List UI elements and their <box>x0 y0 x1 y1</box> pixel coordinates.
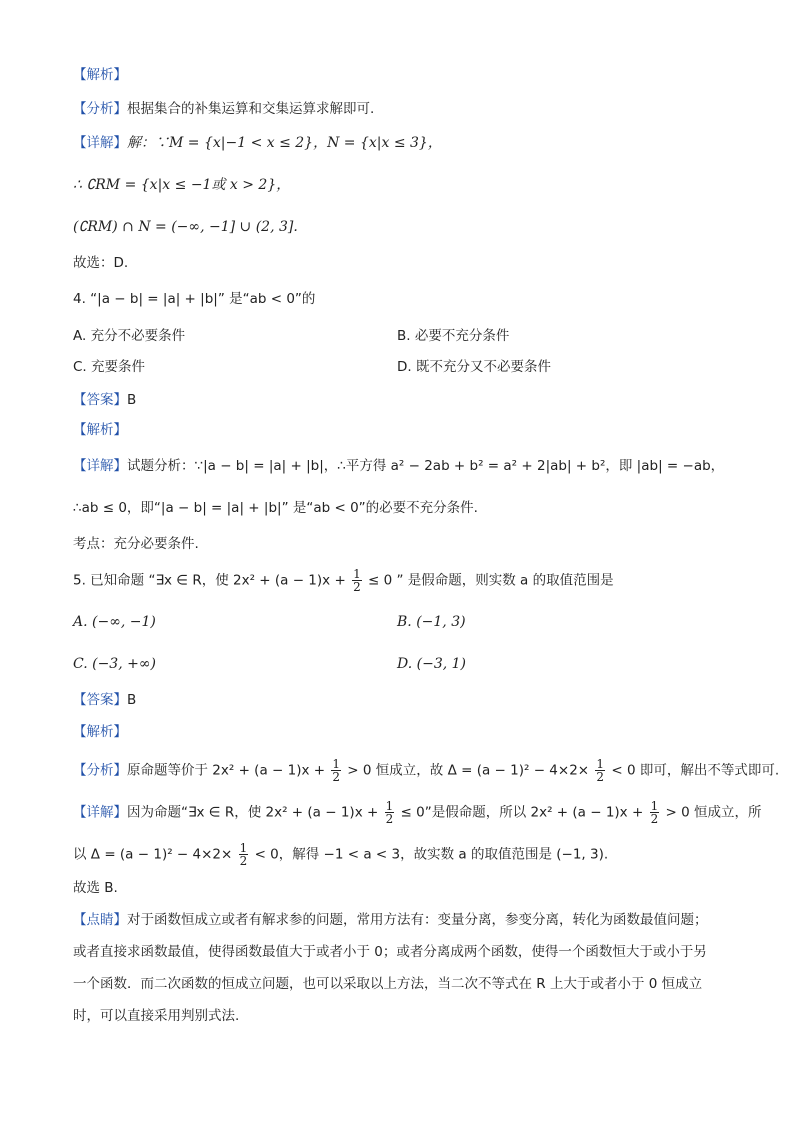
fraction-one-half: $\frac{1}{2}$ <box>650 799 659 826</box>
q3-choice: 故选：D. <box>73 255 129 271</box>
q5-solution-line-1: 【详解】因为命题“∃x ∈ R，使 2x² + (a − 1)x + $\frac{1}{2}$ ≤ 0”是假命题，所以 2x² + (a − 1)x + $\frac{1}{2}$ > 0 恒成立，所 <box>73 799 762 826</box>
fraction-one-half: $\frac{1}{2}$ <box>239 841 248 868</box>
q4-answer: 【答案】B <box>73 392 137 408</box>
fraction-one-half: $\frac{1}{2}$ <box>353 567 361 594</box>
fraction-one-half: $\frac{1}{2}$ <box>385 799 394 826</box>
q5-analysis-heading: 【解析】 <box>73 724 127 740</box>
q5-solution-line-2: 以 Δ = (a − 1)² − 4×2× $\frac{1}{2}$ < 0，解得 −1 < a < 3，故实数 a 的取值范围是 (−1, 3). <box>73 841 609 868</box>
q5-dianjing-line-2: 或者直接求函数最值，使得函数最值大于或者小于 0；或者分离成两个函数，使得一个函数恒大于或小于另 <box>73 944 707 960</box>
q3-solution-line: 【详解】解：∵M = {x|−1 < x ≤ 2}，N = {x|x ≤ 3}， <box>73 135 442 151</box>
q4-option-d: D. 既不充分又不必要条件 <box>397 359 551 375</box>
q5-analysis-line: 【分析】原命题等价于 2x² + (a − 1)x + $\frac{1}{2}$ > 0 恒成立，故 Δ = (a − 1)² − 4×2× $\frac{1}{2}$ < 0 即可，解出不等式即可. <box>73 757 780 784</box>
q3-step-2: (∁RM) ∩ N = (−∞, −1] ∪ (2, 3]. <box>73 219 298 235</box>
fraction-one-half: $\frac{1}{2}$ <box>596 757 605 784</box>
q5-dianjing-line-1: 【点睛】对于函数恒成立或者有解求参的问题，常用方法有：变量分离，参变分离，转化为函数最值问题； <box>73 912 708 928</box>
q5-answer: 【答案】B <box>73 692 137 708</box>
q4-solution-line: 【详解】试题分析：∵|a − b| = |a| + |b|，∴平方得 a² − 2ab + b² = a² + 2|ab| + b²，即 |ab| = −ab， <box>73 458 725 474</box>
q4-option-c: C. 充要条件 <box>73 359 146 375</box>
q4-kaodian: 考点：充分必要条件. <box>73 536 199 552</box>
q3-analysis-heading: 【解析】 <box>73 67 127 83</box>
q4-stem: 4. “|a − b| = |a| + |b|” 是“ab < 0”的 <box>73 291 316 307</box>
q5-choice: 故选 B. <box>73 880 118 896</box>
q5-option-b: B. (−1, 3) <box>397 614 466 630</box>
q3-step-1: ∴ ∁RM = {x|x ≤ −1或 x > 2}， <box>73 177 291 193</box>
q4-option-b: B. 必要不充分条件 <box>397 328 510 344</box>
fraction-one-half: $\frac{1}{2}$ <box>332 757 340 784</box>
q5-stem: 5. 已知命题 “∃x ∈ R，使 2x² + (a − 1)x + $\frac{1}{2}$ ≤ 0 ” 是假命题，则实数 a 的取值范围是 <box>73 567 614 594</box>
q4-option-a: A. 充分不必要条件 <box>73 328 186 344</box>
q5-option-d: D. (−3, 1) <box>397 656 466 672</box>
q4-step-1: ∴ab ≤ 0，即“|a − b| = |a| + |b|” 是“ab < 0”的必要不充分条件. <box>73 500 478 516</box>
q4-analysis-heading: 【解析】 <box>73 422 127 438</box>
q5-option-c: C. (−3, +∞) <box>73 656 156 672</box>
q5-dianjing-line-4: 时，可以直接采用判别式法. <box>73 1008 240 1024</box>
q5-option-a: A. (−∞, −1) <box>73 614 156 630</box>
q3-analysis-line: 【分析】根据集合的补集运算和交集运算求解即可. <box>73 101 375 117</box>
q5-dianjing-line-3: 一个函数．而二次函数的恒成立问题，也可以采取以上方法，当二次不等式在 R 上大于或者小于 0 恒成立 <box>73 976 703 992</box>
